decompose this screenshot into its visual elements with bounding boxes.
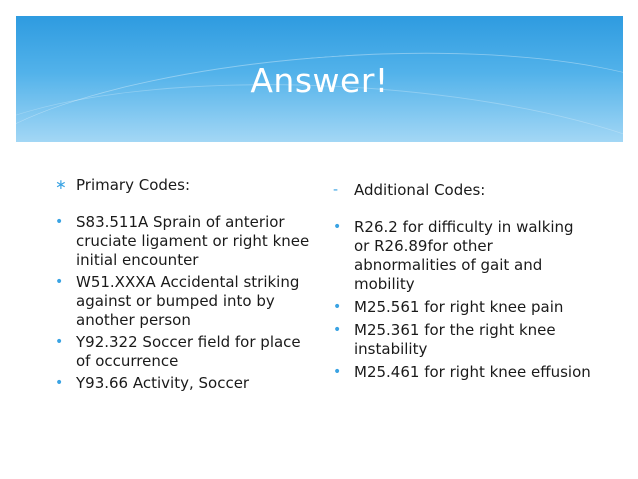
bullet-icon: • — [333, 219, 342, 235]
primary-codes-column — [55, 176, 310, 396]
bullet-icon: • — [55, 375, 64, 391]
asterisk-bullet-icon: ∗ — [55, 177, 67, 193]
list-item-text: M25.561 for right knee pain — [354, 298, 564, 316]
slide-title: Answer! — [250, 61, 389, 100]
primary-codes-heading: Primary Codes: — [76, 176, 191, 194]
additional-codes-column — [333, 181, 593, 386]
bullet-icon: • — [333, 364, 342, 380]
list-item — [333, 321, 593, 359]
list-item-text: M25.361 for the right knee instability — [354, 321, 556, 358]
bullet-icon: • — [55, 334, 64, 350]
title-banner — [16, 16, 623, 142]
bullet-icon: • — [55, 214, 64, 230]
list-item-text: W51.XXXA Accidental striking against or bumped into by another person — [76, 273, 300, 329]
additional-codes-list — [333, 218, 593, 382]
bullet-icon: • — [333, 322, 342, 338]
list-item-text: M25.461 for right knee effusion — [354, 363, 591, 381]
list-item-text: Y93.66 Activity, Soccer — [76, 374, 250, 392]
list-item — [333, 363, 593, 382]
list-item — [333, 298, 593, 317]
dash-bullet-icon: - — [333, 182, 339, 198]
bullet-icon: • — [333, 299, 342, 315]
additional-codes-heading-row — [333, 181, 593, 200]
additional-codes-heading: Additional Codes: — [354, 181, 486, 199]
list-item-text: Y92.322 Soccer field for place of occurrence — [76, 333, 301, 370]
list-item-text: S83.511A Sprain of anterior cruciate ligament or right knee initial encounter — [76, 213, 310, 269]
list-item — [55, 273, 310, 330]
primary-codes-heading-row — [55, 176, 310, 195]
list-item — [55, 374, 310, 393]
primary-codes-list — [55, 213, 310, 393]
list-item — [55, 333, 310, 371]
list-item-text: R26.2 for difficulty in walking or R26.89for other abnormalities of gait and mobility — [354, 218, 574, 293]
list-item — [55, 213, 310, 270]
bullet-icon: • — [55, 274, 64, 290]
list-item — [333, 218, 593, 294]
